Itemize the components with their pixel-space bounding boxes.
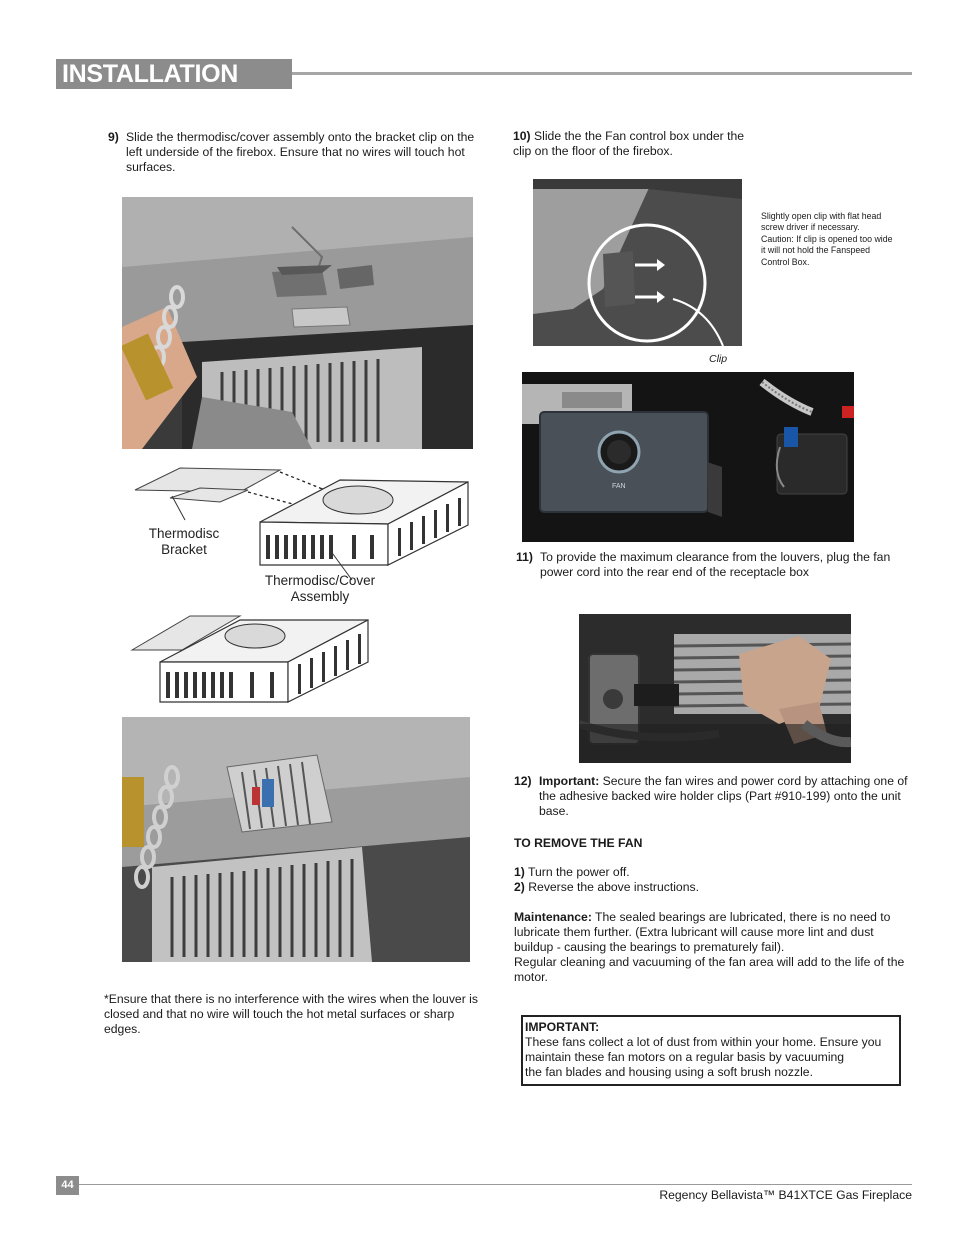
maintenance-paragraph xyxy=(514,910,906,985)
photo-plug-power-cord xyxy=(579,614,851,763)
maintenance-text-2: Regular cleaning and vacuuming of the fan area will add to the life of the motor. xyxy=(514,955,905,984)
step-10-number: 10) xyxy=(513,129,531,143)
maintenance-text: The sealed bearings are lubricated, there is no need to lubricate them further. (Extra lubricant will cause more lint and dust buildup - causing the bearings to prematurely fail). xyxy=(514,910,891,954)
thermodisc-assembly-label: Thermodisc/Cover Assembly xyxy=(264,573,376,604)
fan-box-label: FAN xyxy=(612,483,626,490)
step-11 xyxy=(516,550,908,580)
photo-installed-assembly xyxy=(122,717,470,962)
step-9-number: 9) xyxy=(108,130,119,144)
diagram-thermodisc-assembly xyxy=(130,460,475,610)
step-9 xyxy=(108,130,486,175)
remove-step-2: 2) Reverse the above instructions. xyxy=(514,880,699,894)
photo-bracket-clips xyxy=(122,197,473,449)
footer-rule xyxy=(79,1184,912,1185)
step-12-text: Secure the fan wires and power cord by attaching one of the adhesive backed wire holder clips (Part #910-199) onto the unit base. xyxy=(539,774,908,818)
photo-floor-clip xyxy=(533,179,742,346)
step-10-text: Slide the the Fan control box under the clip on the floor of the firebox. xyxy=(513,129,745,158)
important-line-2: maintain these fan motors on a regular basis by vacuuming xyxy=(525,1050,845,1064)
remove-step-1: 1) Turn the power off. xyxy=(514,865,630,879)
page-number: 44 xyxy=(56,1176,79,1195)
important-heading: IMPORTANT: xyxy=(525,1020,600,1034)
header-rule xyxy=(292,72,912,75)
important-notice-box xyxy=(521,1015,901,1086)
diagram-assembly-installed xyxy=(130,612,370,704)
step-12-number: 12) xyxy=(514,774,532,788)
important-line-1: These fans collect a lot of dust from within your home. Ensure you xyxy=(525,1035,882,1049)
step-12 xyxy=(514,774,908,819)
wire-interference-note: *Ensure that there is no interference with the wires when the louver is closed and that no wire will touch the hot metal surfaces or sharp edges. xyxy=(104,992,478,1036)
step-10 xyxy=(513,129,763,159)
step-11-text: To provide the maximum clearance from the louvers, plug the fan power cord into the rear end of the receptacle box xyxy=(540,550,891,579)
thermodisc-bracket-label: Thermodisc Bracket xyxy=(148,526,220,557)
step-12-lead: Important: xyxy=(539,774,600,788)
footer-product-name: Regency Bellavista™ B41XTCE Gas Fireplace xyxy=(659,1188,912,1202)
step-11-number: 11) xyxy=(516,550,533,564)
remove-fan-heading: TO REMOVE THE FAN xyxy=(514,836,643,850)
important-line-3: the fan blades and housing using a soft brush nozzle. xyxy=(525,1065,813,1079)
photo-fan-control-box xyxy=(522,372,854,542)
clip-caption: Clip xyxy=(709,353,728,365)
clip-instructions: Slightly open clip with flat head screw driver if necessary. Caution: If clip is opened too wide it will not hold the Fanspeed Control Box. xyxy=(761,211,893,267)
step-9-text: Slide the thermodisc/cover assembly onto the bracket clip on the left underside of the firebox. Ensure that no wires will touch hot surfaces. xyxy=(126,130,475,174)
maintenance-lead: Maintenance: xyxy=(514,910,592,924)
page-title: INSTALLATION xyxy=(62,60,239,88)
